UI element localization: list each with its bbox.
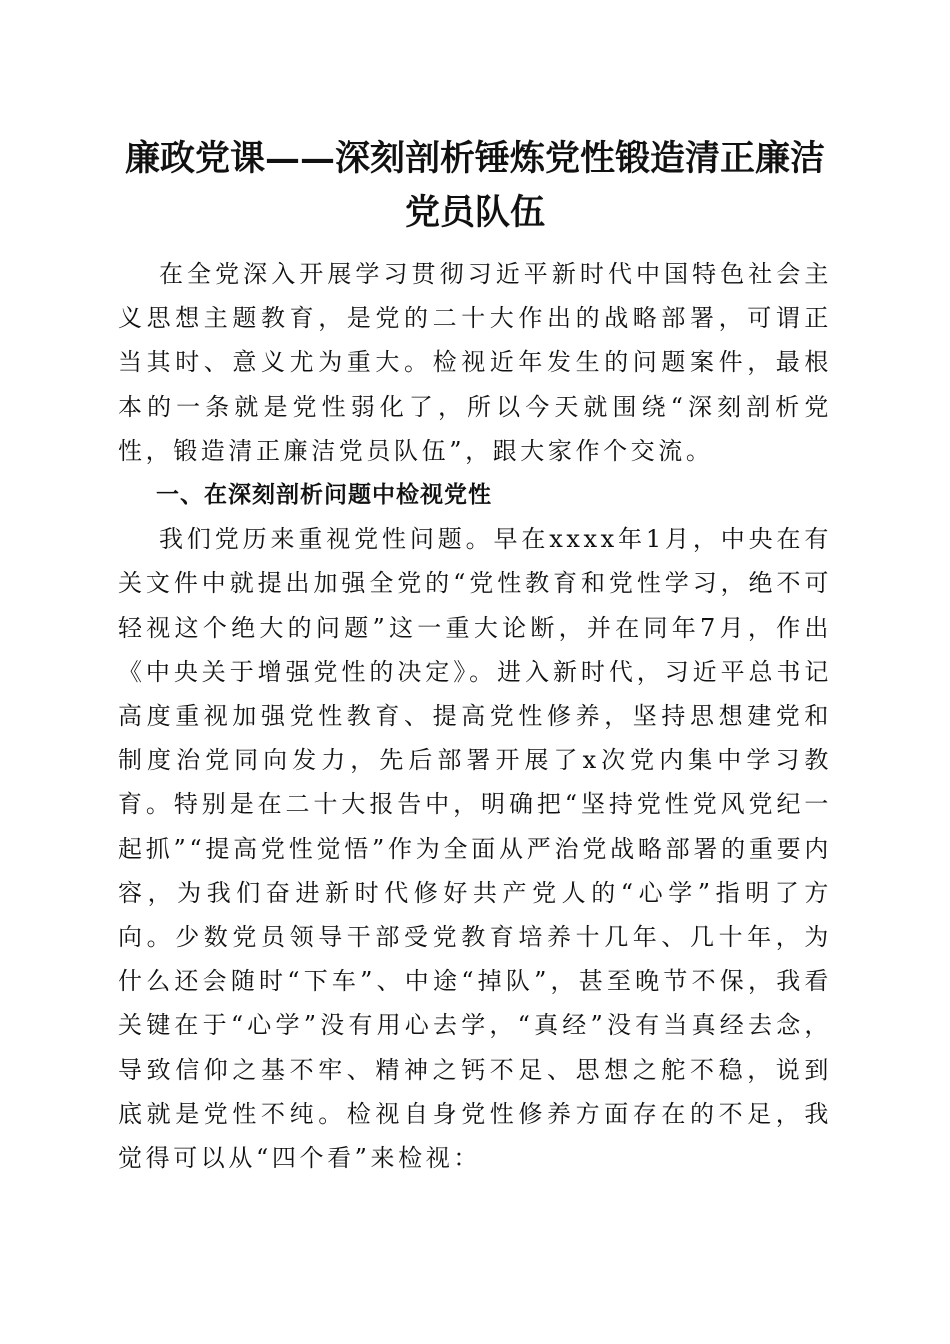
title-line-1: 廉政党课——深刻剖析锤炼党性锻造清正廉洁 <box>124 138 825 179</box>
section-heading-1: 一、在深刻剖析问题中检视党性 <box>156 482 492 509</box>
section-1-paragraph: 我们党历来重视党性问题。早在xxxx年1月，中央在有关文件中就提出加强全党的“党性教育和党性学习，绝不可轻视这个绝大的问题”这一重大论断，并在同年7月，作出《中央关于增强党性的决定》。进入新时代，习近平总书记高度重视加强党性教育、提高党性修养，坚持思想建党和制度治党同向发力，先后部署开展了x次党内集中学习教育。特别是在二十大报告中，明确把“坚持党性党风党纪一起抓”“提高党性觉悟”作为全面从严治党战略部署的重要内容，为我们奋进新时代修好共产党人的“心学”指明了方向。少数党员领导干部受党教育培养十几年、几十年，为什么还会随时“下车”、中途“掉队”，甚至晚节不保，我看关键在于“心学”没有用心去学，“真经”没有当真经去念，导致信仰之基不牢、精神之钙不足、思想之舵不稳，说到底就是党性不纯。检视自身党性修养方面存在的不足，我觉得可以从“四个看”来检视： <box>118 525 832 1173</box>
title-line-2: 党员队伍 <box>404 192 545 233</box>
intro-paragraph: 在全党深入开展学习贯彻习近平新时代中国特色社会主义思想主题教育，是党的二十大作出的战略部署，可谓正当其时、意义尤为重大。检视近年发生的问题案件，最根本的一条就是党性弱化了，所以今天就围绕“深刻剖析党性，锻造清正廉洁党员队伍”，跟大家作个交流。 <box>118 260 832 465</box>
document-title <box>110 132 840 240</box>
document-body <box>118 252 832 1180</box>
